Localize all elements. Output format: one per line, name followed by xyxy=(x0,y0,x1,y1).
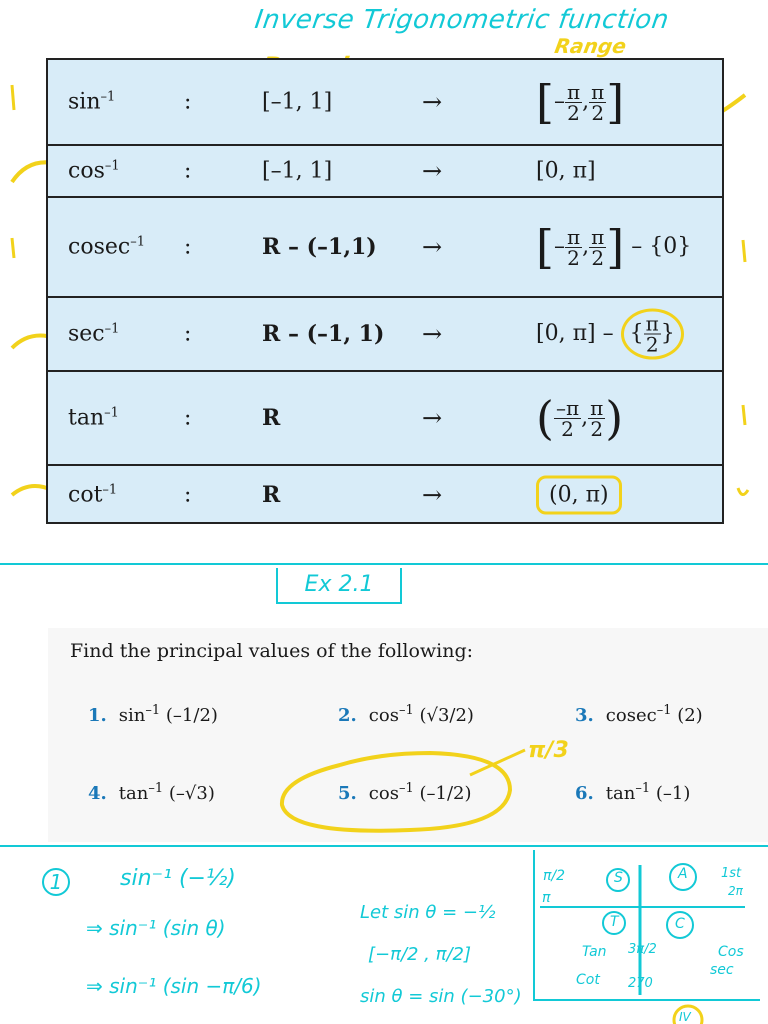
inverse-trig-table xyxy=(46,58,724,524)
quad-label-2pi: 2π xyxy=(728,884,743,898)
range-value: [– $\frac{\pi}{2}$ , $\frac{\pi}{2}$ ] – {0} xyxy=(536,220,692,274)
quad-label-pi: π xyxy=(542,890,551,906)
range-value: [0, π] – { $\frac{\pi}{2}$ } xyxy=(536,309,684,360)
section-divider xyxy=(0,563,768,565)
arrow: → xyxy=(422,320,443,348)
note-line-5: [−π/2 , π/2] xyxy=(368,944,471,965)
arrow: → xyxy=(422,481,443,509)
fn-name: sec xyxy=(68,321,105,347)
arrow: → xyxy=(422,233,443,261)
question-5: 5. $\cos^{-1} (-1/2)$ xyxy=(338,781,472,804)
quad-label-pi-half: π/2 xyxy=(543,868,566,884)
fn-name: cos xyxy=(68,158,105,184)
domain-value: R – (–1,1) xyxy=(262,234,377,260)
note-line-2: ⇒ sin⁻¹ (sin θ) xyxy=(86,916,226,940)
question-6: 6. $\tan^{-1} (-1)$ xyxy=(575,781,691,804)
table-row-sin: $\sin^{-1}$ : [–1, 1] → [– $\frac{\pi}{2}$ , $\frac{\pi}{2}$ ] xyxy=(48,60,722,146)
domain-value: [–1, 1] xyxy=(262,89,333,115)
arrow: → xyxy=(422,157,443,185)
domain-value: R – (–1, 1) xyxy=(262,321,385,347)
table-row-tan: $\tan^{-1}$ : R → ( $\frac{-\pi}{2}$ , $\frac{\pi}{2}$ ) xyxy=(48,372,722,466)
note-line-4: Let sin θ = −½ xyxy=(360,902,496,923)
quad-label-t: T xyxy=(610,914,619,930)
table-row-cot: $\cot^{-1}$ : R → (0, π) xyxy=(48,466,722,524)
quad-label-1st: 1st xyxy=(721,866,742,881)
quad-label-c: C xyxy=(675,916,685,932)
range-value: (0, π) xyxy=(536,476,622,515)
note-line-6: sin θ = sin (−30°) xyxy=(360,986,522,1007)
note-line-3: ⇒ sin⁻¹ (sin −π/6) xyxy=(86,974,262,998)
quad-label-s: S xyxy=(614,870,623,886)
colon: : xyxy=(184,158,192,184)
answer-5: π/3 xyxy=(528,738,569,763)
range-value: ( $\frac{-\pi}{2}$ , $\frac{\pi}{2}$ ) xyxy=(536,391,624,445)
range-value: [0, π] xyxy=(536,158,596,184)
range-label: Range xyxy=(552,34,629,58)
question-2: 2. $\cos^{-1} (√3/2)$ xyxy=(338,703,474,726)
colon: : xyxy=(184,234,192,260)
quad-label-iv: IV xyxy=(679,1010,691,1024)
quad-label-sec: sec xyxy=(710,962,734,978)
fn-name: cosec xyxy=(68,234,131,260)
quad-label-cos: Cos xyxy=(718,944,744,960)
colon: : xyxy=(184,482,192,508)
question-5-highlight xyxy=(270,735,570,845)
circle-1: 1 xyxy=(42,868,70,896)
table-row-cosec: cosec$^{-1}$ : R – (–1,1) → [– $\frac{\pi}{2}$ , $\frac{\pi}{2}$ ] – {0} xyxy=(48,198,722,298)
table-row-cos: $\cos^{-1}$ : [–1, 1] → [0, π] xyxy=(48,146,722,198)
question-3: 3. cosec$^{-1}$ (2) xyxy=(575,703,703,726)
colon: : xyxy=(184,89,192,115)
domain-value: R xyxy=(262,405,281,431)
quad-label-270: 270 xyxy=(628,976,653,991)
table-row-sec: $\sec^{-1}$ : R – (–1, 1) → [0, π] – { $\frac{\pi}{2}$ } xyxy=(48,298,722,372)
fn-name: cot xyxy=(68,482,103,508)
quad-label-3pi2: 3π/2 xyxy=(628,942,657,957)
question-1: 1. $\sin^{-1} (-1/2)$ xyxy=(88,703,218,726)
quad-label-a: A xyxy=(678,866,688,882)
fn-name: sin xyxy=(68,89,101,115)
question-4: 4. $\tan^{-1} (-√3)$ xyxy=(88,781,215,804)
exercise-heading: Find the principal values of the following: xyxy=(70,640,474,662)
domain-value: R xyxy=(262,482,281,508)
colon: : xyxy=(184,321,192,347)
fn-name: tan xyxy=(68,405,105,431)
note-line-1: sin⁻¹ (−½) xyxy=(120,866,236,891)
colon: : xyxy=(184,405,192,431)
page-title: Inverse Trigonometric function xyxy=(252,5,671,35)
quad-label-cot: Cot xyxy=(576,972,600,988)
domain-value: [–1, 1] xyxy=(262,158,333,184)
quad-label-tan: Tan xyxy=(582,944,607,960)
exercise-label: Ex 2.1 xyxy=(276,568,402,604)
arrow: → xyxy=(422,88,443,116)
arrow: → xyxy=(422,404,443,432)
range-value: [– $\frac{\pi}{2}$ , $\frac{\pi}{2}$ ] xyxy=(536,75,625,129)
